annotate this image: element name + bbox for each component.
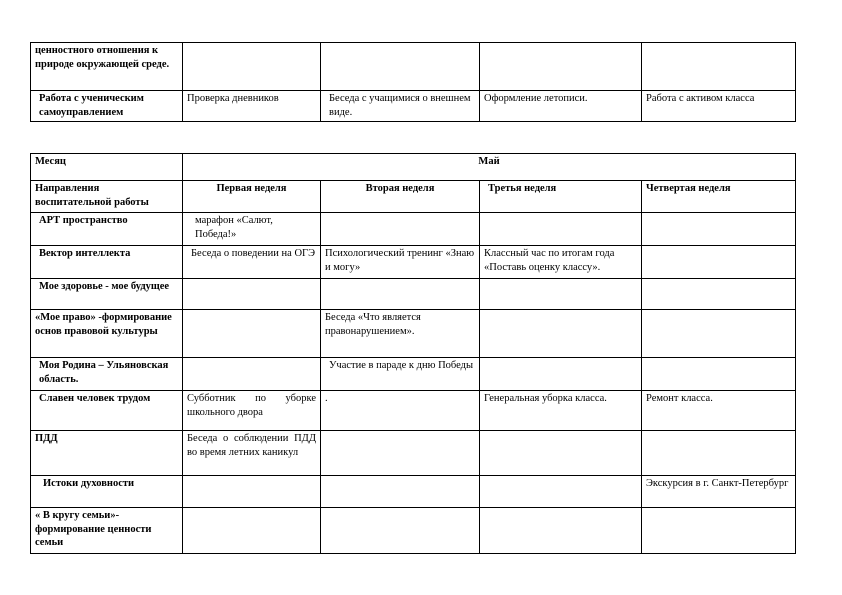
week4-cell: Работа с активом класса: [642, 91, 796, 122]
week4-cell: [642, 508, 796, 554]
header-week3: Третья неделя: [480, 181, 642, 213]
direction-cell: «Мое право» -формирование основ правовой культуры: [31, 310, 183, 358]
week4-cell: [642, 213, 796, 246]
week1-cell: Субботник по уборке школьного двора: [183, 391, 321, 431]
week2-cell: [321, 279, 480, 310]
week1-cell: Беседа о соблюдении ПДД во время летних каникул: [183, 431, 321, 476]
week1-cell: [183, 279, 321, 310]
header-week4: Четвертая неделя: [642, 181, 796, 213]
week2-cell: Участие в параде к дню Победы: [321, 358, 480, 391]
week2-cell: Беседа «Что является правонарушением».: [321, 310, 480, 358]
table-row: [31, 358, 796, 391]
week3-cell: [480, 310, 642, 358]
direction-cell: Вектор интеллекта: [31, 246, 183, 279]
week2-cell: Психологический тренинг «Знаю и могу»: [321, 246, 480, 279]
week1-cell: марафон «Салют, Победа!»: [183, 213, 321, 246]
week2-cell: [321, 431, 480, 476]
week2-cell: Беседа с учащимися о внешнем виде.: [321, 91, 480, 122]
week3-cell: Оформление летописи.: [480, 91, 642, 122]
week1-cell: [183, 476, 321, 508]
week3-cell: [480, 43, 642, 91]
month-row: [31, 154, 796, 181]
week3-cell: [480, 476, 642, 508]
direction-cell: АРТ пространство: [31, 213, 183, 246]
header-week2: Вторая неделя: [321, 181, 480, 213]
month-value: Май: [183, 154, 796, 181]
week2-cell: [321, 476, 480, 508]
header-direction: Направления воспитательной работы: [31, 181, 183, 213]
week4-cell: [642, 358, 796, 391]
plan-table-continued: [30, 42, 796, 122]
week3-cell: [480, 279, 642, 310]
week3-cell: [480, 213, 642, 246]
table-row: [31, 91, 796, 122]
week4-cell: [642, 43, 796, 91]
direction-cell: Истоки духовности: [31, 476, 183, 508]
week4-cell: [642, 310, 796, 358]
table-row: [31, 43, 796, 91]
week4-cell: [642, 431, 796, 476]
table-row: [31, 391, 796, 431]
month-label: Месяц: [31, 154, 183, 181]
week2-cell: [321, 213, 480, 246]
week3-cell: Классный час по итогам года «Поставь оценку классу».: [480, 246, 642, 279]
table-row: [31, 213, 796, 246]
week1-cell: Проверка дневников: [183, 91, 321, 122]
week4-cell: Ремонт класса.: [642, 391, 796, 431]
week4-cell: Экскурсия в г. Санкт-Петербург: [642, 476, 796, 508]
direction-cell: ценностного отношения к природе окружающей среде.: [31, 43, 183, 91]
week2-cell: [321, 508, 480, 554]
header-row: [31, 181, 796, 213]
plan-table-may: [30, 153, 796, 554]
week2-cell: .: [321, 391, 480, 431]
table-row: [31, 476, 796, 508]
direction-cell: Славен человек трудом: [31, 391, 183, 431]
direction-cell: ПДД: [31, 431, 183, 476]
week1-cell: [183, 43, 321, 91]
week1-cell: [183, 358, 321, 391]
table-row: [31, 279, 796, 310]
direction-cell: Моя Родина – Ульяновская область.: [31, 358, 183, 391]
week2-cell: [321, 43, 480, 91]
week1-cell: [183, 310, 321, 358]
week4-cell: [642, 246, 796, 279]
week3-cell: [480, 431, 642, 476]
week4-cell: [642, 279, 796, 310]
table-row: [31, 246, 796, 279]
week3-cell: [480, 508, 642, 554]
direction-cell: Мое здоровье - мое будущее: [31, 279, 183, 310]
direction-cell: Работа с ученическим самоуправлением: [31, 91, 183, 122]
table-row: [31, 508, 796, 554]
table-row: [31, 310, 796, 358]
direction-cell: « В кругу семьи»- формирование ценности семьи: [31, 508, 183, 554]
table-row: [31, 431, 796, 476]
week3-cell: [480, 358, 642, 391]
header-week1: Первая неделя: [183, 181, 321, 213]
week1-cell: [183, 508, 321, 554]
week1-cell: Беседа о поведении на ОГЭ: [183, 246, 321, 279]
week3-cell: Генеральная уборка класса.: [480, 391, 642, 431]
